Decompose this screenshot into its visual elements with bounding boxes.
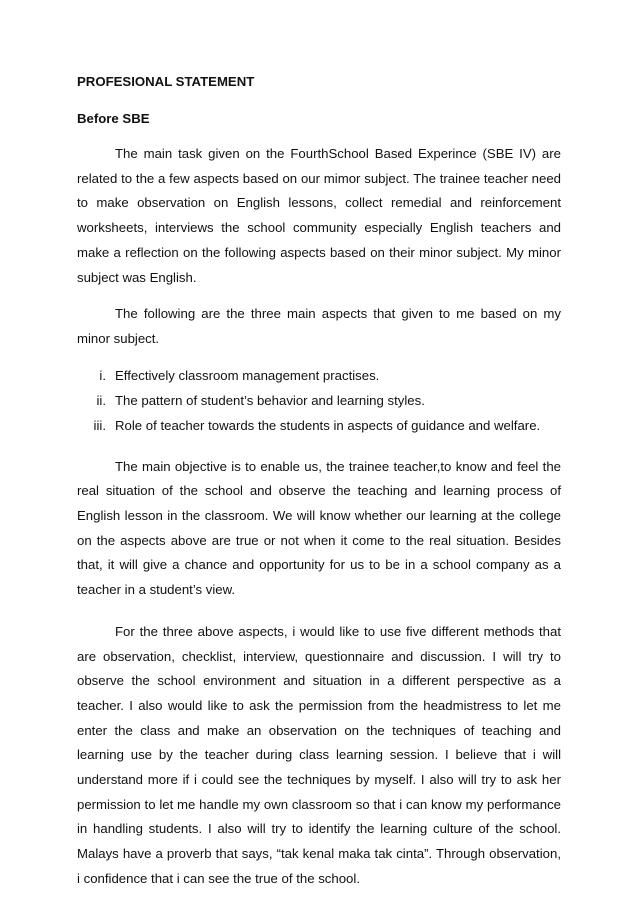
aspects-list [77, 363, 561, 438]
list-item-text: The pattern of student’s behavior and learning styles. [115, 392, 425, 408]
paragraph-objective: The main objective is to enable us, the trainee teacher,to know and feel the real situation of the school and observe the teaching and learning process of English lesson in the classroom. We will know whether our learning at the college on the aspects above are true or not when it come to the real situation. Besides that, it will give a chance and opportunity for us to be in a school company as a teacher in a student’s view. [77, 458, 561, 598]
list-item [77, 388, 561, 413]
paragraph-main-task: The main task given on the FourthSchool Based Experince (SBE IV) are related to the a few aspects based on our mimor subject. The trainee teacher need to make observation on English lessons, collect remedial and reinforcement worksheets, interviews the school community especially English teachers and make a reflection on the following aspects based on their minor subject. My minor subject was English. [77, 146, 561, 285]
document-heading: PROFESIONAL STATEMENT [77, 74, 255, 89]
section-heading-before-sbe: Before SBE [77, 111, 150, 126]
paragraph-methods: For the three above aspects, i would like to use five different methods that are observation, checklist, interview, questionnaire and discussion. I will try to observe the school environment and situation in a different perspective as a teacher. I also would like to ask the permission from the headmistress to let me enter the class and make an observation on the techniques of teaching and learning use by the teacher during class learning session. I believe that i will understand more if i could see the techniques by myself. I also will try to ask her permission to let me handle my own classroom so that i can know my performance in handling students. I also will try to identify the learning culture of the school. Malays have a proverb that says, “tak kenal maka tak cinta”. Through observation, i confidence that i can see the true of the school. [77, 623, 561, 886]
list-numeral: iii. [93, 417, 106, 433]
list-item [77, 363, 561, 388]
list-numeral: ii. [96, 392, 106, 408]
paragraph-aspects-intro: The following are the three main aspects that given to me based on my minor subject. [77, 306, 561, 346]
list-item-text: Effectively classroom management practises. [115, 367, 380, 383]
list-numeral: i. [99, 367, 106, 383]
list-item [77, 413, 561, 438]
list-item-text: Role of teacher towards the students in aspects of guidance and welfare. [115, 417, 541, 433]
